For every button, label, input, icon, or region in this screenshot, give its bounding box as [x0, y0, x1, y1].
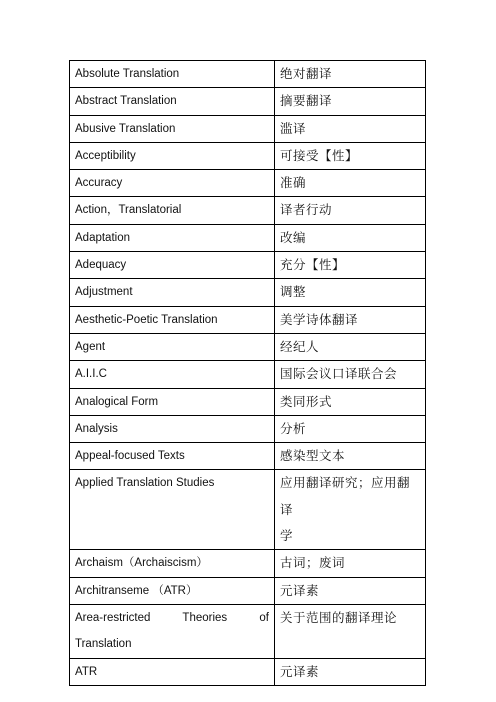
term-chinese: 经纪人 — [275, 333, 426, 360]
term-english: Appeal-focused Texts — [70, 443, 275, 470]
term-english: A.I.I.C — [70, 361, 275, 388]
table-row — [70, 470, 426, 550]
table-row — [70, 197, 426, 224]
term-chinese — [275, 470, 426, 550]
term-english: Absolute Translation — [70, 61, 275, 88]
table-row — [70, 550, 426, 577]
term-chinese: 古词；废词 — [275, 550, 426, 577]
term-chinese: 关于范围的翻译理论 — [275, 604, 426, 658]
table-row — [70, 252, 426, 279]
term-english: Agent — [70, 333, 275, 360]
table-row — [70, 658, 426, 685]
table-row — [70, 415, 426, 442]
term-chinese: 准确 — [275, 170, 426, 197]
term-english: Abusive Translation — [70, 115, 275, 142]
term-english-line: Area-restricted Theories of — [75, 611, 269, 624]
term-english: Abstract Translation — [70, 88, 275, 115]
table-row — [70, 333, 426, 360]
table-row — [70, 577, 426, 604]
term-chinese: 可接受【性】 — [275, 142, 426, 169]
table-row — [70, 88, 426, 115]
translation-glossary-table — [69, 60, 426, 686]
table-row — [70, 306, 426, 333]
term-english: Archaism（Archaiscism） — [70, 550, 275, 577]
table-row — [70, 443, 426, 470]
term-chinese: 分析 — [275, 415, 426, 442]
term-english: ATR — [70, 658, 275, 685]
term-chinese: 译者行动 — [275, 197, 426, 224]
table-row — [70, 361, 426, 388]
table-row — [70, 388, 426, 415]
term-english-line: Translation — [75, 638, 132, 651]
term-english — [70, 604, 275, 658]
term-chinese: 绝对翻译 — [275, 61, 426, 88]
term-english: Accuracy — [70, 170, 275, 197]
term-chinese: 元译素 — [275, 658, 426, 685]
table-row — [70, 170, 426, 197]
table-row — [70, 142, 426, 169]
term-chinese: 元译素 — [275, 577, 426, 604]
table-row — [70, 61, 426, 88]
term-chinese: 类同形式 — [275, 388, 426, 415]
term-chinese-line: 应用翻译研究；应用翻译 — [280, 475, 411, 517]
table-row — [70, 224, 426, 251]
term-chinese: 美学诗体翻译 — [275, 306, 426, 333]
term-english: Acceptibility — [70, 142, 275, 169]
term-english: Architranseme （ATR） — [70, 577, 275, 604]
term-chinese: 国际会议口译联合会 — [275, 361, 426, 388]
table-row — [70, 279, 426, 306]
term-english: Aesthetic-Poetic Translation — [70, 306, 275, 333]
term-english: Applied Translation Studies — [70, 470, 275, 550]
term-chinese-line: 学 — [280, 528, 294, 544]
term-chinese: 改编 — [275, 224, 426, 251]
term-english: Adequacy — [70, 252, 275, 279]
term-chinese: 调整 — [275, 279, 426, 306]
term-english: Adjustment — [70, 279, 275, 306]
term-english: Analogical Form — [70, 388, 275, 415]
term-chinese: 摘要翻译 — [275, 88, 426, 115]
term-english: Action，Translatorial — [70, 197, 275, 224]
table-row — [70, 115, 426, 142]
term-english: Adaptation — [70, 224, 275, 251]
term-chinese: 滥译 — [275, 115, 426, 142]
term-chinese: 充分【性】 — [275, 252, 426, 279]
term-english: Analysis — [70, 415, 275, 442]
term-chinese: 感染型文本 — [275, 443, 426, 470]
table-row — [70, 604, 426, 658]
